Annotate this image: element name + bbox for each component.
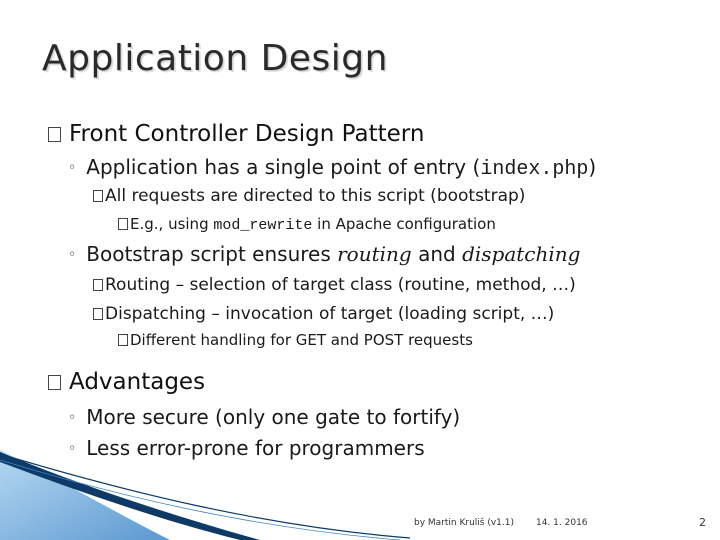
bullet-single-entry: ◦ Application has a single point of entry (index.php) xyxy=(68,155,597,181)
bullet-bootstrap: ◦ Bootstrap script ensures routing and dispatching xyxy=(68,242,581,266)
unknown-glyph-icon xyxy=(118,218,128,230)
circle-bullet-icon: ◦ xyxy=(68,247,77,263)
bullet-get-post: Different handling for GET and POST requests xyxy=(118,331,473,349)
unknown-glyph-icon xyxy=(118,334,128,346)
circle-bullet-icon: ◦ xyxy=(68,160,77,176)
unknown-glyph-icon xyxy=(93,308,103,320)
circle-bullet-icon: ◦ xyxy=(68,410,77,426)
bullet-less-error-prone: ◦ Less error-prone for programmers xyxy=(68,436,425,460)
square-bullet-icon xyxy=(48,375,61,390)
circle-bullet-icon: ◦ xyxy=(68,441,77,457)
bullet-advantages: Advantages xyxy=(48,369,205,395)
unknown-glyph-icon xyxy=(93,279,103,291)
slide-title: Application Design xyxy=(42,38,388,79)
bullet-dispatching: Dispatching – invocation of target (loading script, …) xyxy=(93,304,554,324)
page-number: 2 xyxy=(699,516,706,529)
unknown-glyph-icon xyxy=(93,190,103,202)
bullet-routing: Routing – selection of target class (routine, method, …) xyxy=(93,275,576,295)
bullet-front-controller: Front Controller Design Pattern xyxy=(48,121,424,147)
footer-date: 14. 1. 2016 xyxy=(536,518,588,528)
footer-author: by Martin Kruliš (v1.1) xyxy=(414,518,514,528)
bullet-more-secure: ◦ More secure (only one gate to fortify) xyxy=(68,405,461,429)
bullet-mod-rewrite: E.g., using mod_rewrite in Apache configuration xyxy=(118,215,496,234)
bullet-all-requests: All requests are directed to this script (bootstrap) xyxy=(93,186,525,206)
square-bullet-icon xyxy=(48,127,61,142)
